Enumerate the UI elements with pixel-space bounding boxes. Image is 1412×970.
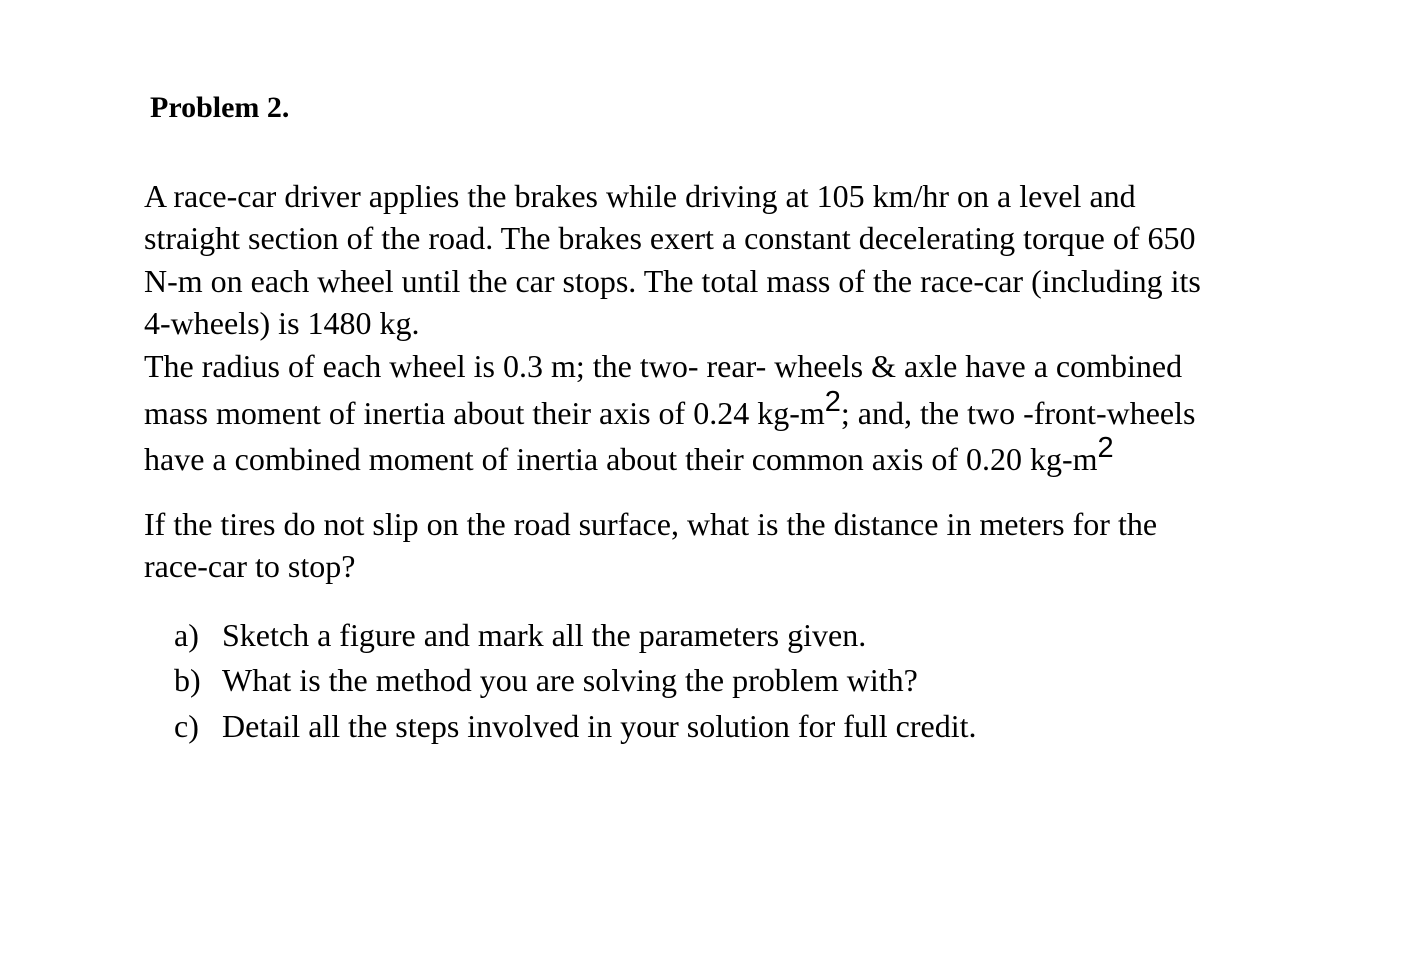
paragraph-line: A race-car driver applies the brakes while driving at 105 km/hr on a level and [144, 178, 1136, 214]
superscript-exponent: 2 [1097, 432, 1114, 464]
paragraph-line: 4-wheels) is 1480 kg. [144, 305, 420, 341]
task-item-b [174, 660, 918, 700]
list-marker: b) [174, 662, 201, 698]
paragraph-line: The radius of each wheel is 0.3 m; the two- rear- wheels & axle have a combined [144, 348, 1183, 384]
inertia-rear-tail: ; and, the two -front-wheels [840, 395, 1196, 431]
task-item-c [174, 706, 977, 746]
paragraph-line: N-m on each wheel until the car stops. The total mass of the race-car (including its [144, 263, 1201, 299]
inertia-front-text: have a combined moment of inertia about their common axis of 0.20 kg-m [144, 441, 1098, 477]
task-text: Sketch a figure and mark all the parameters given. [222, 617, 867, 653]
task-item-a [174, 615, 866, 655]
superscript-exponent: 2 [824, 386, 841, 418]
problem-title: Problem 2. [150, 91, 290, 124]
inertia-rear-text: mass moment of inertia about their axis of 0.24 kg-m [144, 395, 825, 431]
task-text: What is the method you are solving the problem with? [222, 662, 918, 698]
question-line: If the tires do not slip on the road surface, what is the distance in meters for the [144, 506, 1158, 542]
question-line: race-car to stop? [144, 548, 356, 584]
list-marker: a) [174, 617, 199, 653]
task-text: Detail all the steps involved in your solution for full credit. [222, 708, 977, 744]
paragraph-line [144, 386, 1196, 435]
paragraph-line [144, 432, 1114, 481]
list-marker: c) [174, 708, 199, 744]
paragraph-line: straight section of the road. The brakes exert a constant decelerating torque of 650 [144, 220, 1196, 256]
